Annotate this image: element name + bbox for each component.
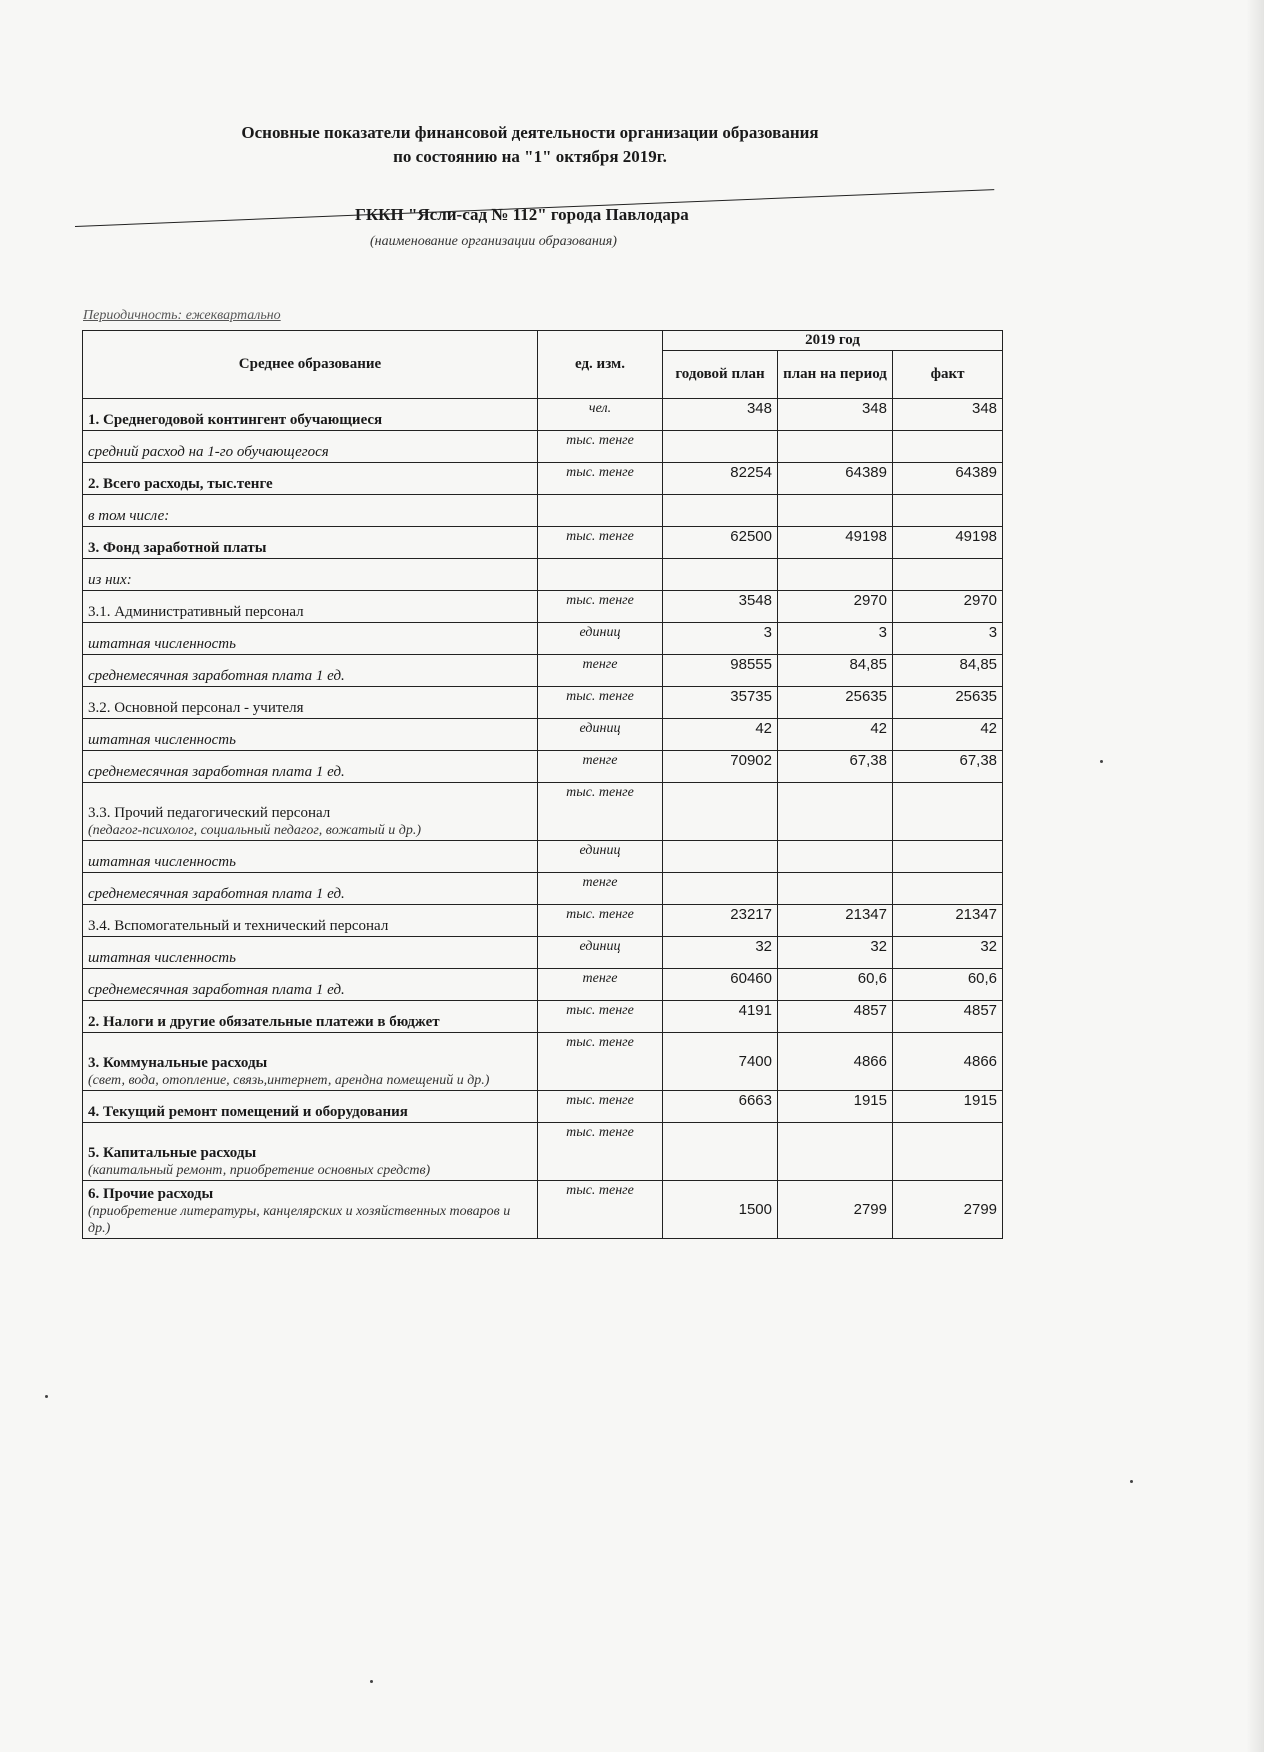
table-row — [83, 1001, 1003, 1033]
header-year: 2019 год — [663, 331, 1003, 351]
row-unit: чел. — [538, 399, 663, 431]
row-plan-period: 3 — [778, 623, 893, 655]
row-label-cell — [83, 1001, 538, 1033]
row-plan-year: 4191 — [663, 1001, 778, 1033]
row-label: среднемесячная заработная плата 1 ед. — [88, 764, 345, 780]
row-label-cell — [83, 527, 538, 559]
row-plan-period: 348 — [778, 399, 893, 431]
row-fact: 2799 — [893, 1181, 1003, 1239]
row-plan-period: 4857 — [778, 1001, 893, 1033]
organization-caption: (наименование организации образования) — [370, 234, 617, 249]
table-row — [83, 1181, 1003, 1239]
row-unit: тыс. тенге — [538, 527, 663, 559]
row-fact: 1915 — [893, 1091, 1003, 1123]
row-label-cell — [83, 783, 538, 841]
row-plan-period: 1915 — [778, 1091, 893, 1123]
row-plan-year — [663, 495, 778, 527]
row-plan-year: 42 — [663, 719, 778, 751]
row-label-cell — [83, 1033, 538, 1091]
row-label-cell — [83, 751, 538, 783]
row-plan-year — [663, 841, 778, 873]
row-plan-year — [663, 873, 778, 905]
table-header-row-1 — [83, 331, 1003, 351]
row-label: среднемесячная заработная плата 1 ед. — [88, 982, 345, 998]
row-plan-period: 2799 — [778, 1181, 893, 1239]
row-label: 3. Коммунальные расходы — [88, 1055, 268, 1071]
row-label: средний расход на 1-го обучающегося — [88, 444, 329, 460]
document-title-line1: Основные показатели финансовой деятельности организации образования — [241, 123, 819, 142]
row-label: штатная численность — [88, 950, 236, 966]
table-row — [83, 431, 1003, 463]
page-edge-shadow — [1246, 0, 1264, 1752]
row-label: 5. Капитальные расходы — [88, 1145, 257, 1161]
row-plan-year: 70902 — [663, 751, 778, 783]
header-section-name: Среднее образование — [83, 331, 538, 399]
row-label-cell — [83, 1091, 538, 1123]
header-unit: ед. изм. — [538, 331, 663, 399]
row-label: среднемесячная заработная плата 1 ед. — [88, 668, 345, 684]
row-plan-period — [778, 873, 893, 905]
row-fact: 4866 — [893, 1033, 1003, 1091]
row-plan-year: 6663 — [663, 1091, 778, 1123]
row-label: 1. Среднегодовой контингент обучающиеся — [88, 412, 383, 428]
row-unit: тыс. тенге — [538, 905, 663, 937]
row-unit: тыс. тенге — [538, 463, 663, 495]
row-plan-year: 23217 — [663, 905, 778, 937]
row-fact — [893, 783, 1003, 841]
row-label-cell — [83, 841, 538, 873]
row-plan-period: 64389 — [778, 463, 893, 495]
row-plan-year: 98555 — [663, 655, 778, 687]
row-unit: единиц — [538, 623, 663, 655]
row-label: 3.4. Вспомогательный и технический персонал — [88, 918, 389, 934]
table-row — [83, 841, 1003, 873]
table-row — [83, 1033, 1003, 1091]
row-unit: тенге — [538, 655, 663, 687]
row-plan-year — [663, 431, 778, 463]
row-label: в том числе: — [88, 508, 170, 524]
row-plan-period: 25635 — [778, 687, 893, 719]
table-row — [83, 751, 1003, 783]
row-unit: тыс. тенге — [538, 687, 663, 719]
row-fact: 67,38 — [893, 751, 1003, 783]
header-fact: факт — [893, 351, 1003, 399]
row-unit: тыс. тенге — [538, 591, 663, 623]
header-plan-period: план на период — [778, 351, 893, 399]
row-plan-period — [778, 841, 893, 873]
row-label-cell — [83, 719, 538, 751]
document-title-line2: по состоянию на "1" октября 2019г. — [393, 147, 667, 166]
row-unit: тыс. тенге — [538, 1181, 663, 1239]
row-unit: тыс. тенге — [538, 1091, 663, 1123]
table-row — [83, 687, 1003, 719]
row-plan-year: 35735 — [663, 687, 778, 719]
row-plan-period: 49198 — [778, 527, 893, 559]
row-fact: 25635 — [893, 687, 1003, 719]
row-plan-year — [663, 783, 778, 841]
table-row — [83, 399, 1003, 431]
row-plan-year: 1500 — [663, 1181, 778, 1239]
row-fact: 60,6 — [893, 969, 1003, 1001]
row-label-cell — [83, 655, 538, 687]
row-unit: тыс. тенге — [538, 783, 663, 841]
row-plan-year — [663, 559, 778, 591]
row-unit: тенге — [538, 969, 663, 1001]
row-plan-period: 67,38 — [778, 751, 893, 783]
table-row — [83, 1091, 1003, 1123]
row-fact: 348 — [893, 399, 1003, 431]
row-label-note: (приобретение литературы, канцелярских и хозяйственных товаров и др.) — [88, 1204, 511, 1236]
row-plan-period: 32 — [778, 937, 893, 969]
row-label-cell — [83, 495, 538, 527]
row-label-cell — [83, 399, 538, 431]
row-plan-period: 2970 — [778, 591, 893, 623]
row-plan-period: 21347 — [778, 905, 893, 937]
table-row — [83, 905, 1003, 937]
table-row — [83, 873, 1003, 905]
scan-speck — [1130, 1480, 1133, 1483]
row-plan-year — [663, 1123, 778, 1181]
row-label: 3. Фонд заработной платы — [88, 540, 267, 556]
row-unit: тыс. тенге — [538, 431, 663, 463]
row-label-note: (капитальный ремонт, приобретение основных средств) — [88, 1163, 431, 1178]
row-unit: единиц — [538, 841, 663, 873]
table-row — [83, 1123, 1003, 1181]
row-fact: 64389 — [893, 463, 1003, 495]
row-fact: 21347 — [893, 905, 1003, 937]
periodicity-label: Периодичность: ежеквартально — [83, 308, 281, 323]
row-label-cell — [83, 969, 538, 1001]
row-unit — [538, 495, 663, 527]
row-label-cell — [83, 591, 538, 623]
row-label-cell — [83, 431, 538, 463]
row-plan-period: 60,6 — [778, 969, 893, 1001]
table-row — [83, 623, 1003, 655]
row-plan-period — [778, 431, 893, 463]
row-unit — [538, 559, 663, 591]
row-label: штатная численность — [88, 732, 236, 748]
row-fact — [893, 495, 1003, 527]
row-label-cell — [83, 905, 538, 937]
table-row — [83, 719, 1003, 751]
row-label-note: (педагог-психолог, социальный педагог, вожатый и др.) — [88, 823, 422, 838]
row-unit: единиц — [538, 719, 663, 751]
row-label: штатная численность — [88, 854, 236, 870]
row-label-cell — [83, 623, 538, 655]
row-fact — [893, 1123, 1003, 1181]
row-label: 4. Текущий ремонт помещений и оборудования — [88, 1104, 408, 1120]
table-body — [83, 399, 1003, 1239]
row-label: среднемесячная заработная плата 1 ед. — [88, 886, 345, 902]
row-fact — [893, 841, 1003, 873]
row-unit: единиц — [538, 937, 663, 969]
row-label-note: (свет, вода, отопление, связь,интернет, арендна помещений и др.) — [88, 1073, 490, 1088]
table-row — [83, 969, 1003, 1001]
row-plan-period — [778, 495, 893, 527]
row-label-cell — [83, 463, 538, 495]
row-plan-year: 82254 — [663, 463, 778, 495]
row-fact: 84,85 — [893, 655, 1003, 687]
scan-speck — [1100, 760, 1103, 763]
scan-speck — [45, 1395, 48, 1398]
row-label-cell — [83, 1181, 538, 1239]
row-label: 6. Прочие расходы — [88, 1186, 214, 1202]
row-label-cell — [83, 1123, 538, 1181]
row-fact: 49198 — [893, 527, 1003, 559]
row-label: 3.3. Прочий педагогический персонал — [88, 805, 331, 821]
row-fact: 32 — [893, 937, 1003, 969]
row-unit: тенге — [538, 873, 663, 905]
row-unit: тыс. тенге — [538, 1001, 663, 1033]
row-label-cell — [83, 937, 538, 969]
row-plan-year: 348 — [663, 399, 778, 431]
row-label: 2. Всего расходы, тыс.тенге — [88, 476, 273, 492]
table-row — [83, 655, 1003, 687]
row-plan-period — [778, 559, 893, 591]
row-plan-period: 84,85 — [778, 655, 893, 687]
row-plan-period: 4866 — [778, 1033, 893, 1091]
row-plan-year: 32 — [663, 937, 778, 969]
row-fact: 3 — [893, 623, 1003, 655]
table-row — [83, 783, 1003, 841]
row-fact — [893, 873, 1003, 905]
row-plan-year: 3548 — [663, 591, 778, 623]
row-plan-period: 42 — [778, 719, 893, 751]
row-fact: 4857 — [893, 1001, 1003, 1033]
row-label-cell — [83, 687, 538, 719]
table-row — [83, 591, 1003, 623]
row-fact — [893, 559, 1003, 591]
table-row — [83, 527, 1003, 559]
header-plan-year: годовой план — [663, 351, 778, 399]
row-label: 3.2. Основной персонал - учителя — [88, 700, 304, 716]
row-plan-period — [778, 783, 893, 841]
row-label: штатная численность — [88, 636, 236, 652]
row-unit: тыс. тенге — [538, 1033, 663, 1091]
organization-name: ГККП "Ясли-сад № 112" города Павлодара — [355, 205, 689, 224]
financial-indicators-table — [82, 330, 1003, 1239]
row-label: из них: — [88, 572, 132, 588]
row-fact: 2970 — [893, 591, 1003, 623]
row-plan-period — [778, 1123, 893, 1181]
table-row — [83, 559, 1003, 591]
row-label-cell — [83, 873, 538, 905]
row-plan-year: 62500 — [663, 527, 778, 559]
table-row — [83, 937, 1003, 969]
row-plan-year: 3 — [663, 623, 778, 655]
row-label: 3.1. Административный персонал — [88, 604, 304, 620]
row-label-cell — [83, 559, 538, 591]
row-plan-year: 7400 — [663, 1033, 778, 1091]
table-row — [83, 495, 1003, 527]
scan-speck — [370, 1680, 373, 1683]
row-fact — [893, 431, 1003, 463]
row-label: 2. Налоги и другие обязательные платежи в бюджет — [88, 1014, 440, 1030]
row-unit: тенге — [538, 751, 663, 783]
row-unit: тыс. тенге — [538, 1123, 663, 1181]
row-fact: 42 — [893, 719, 1003, 751]
table-row — [83, 463, 1003, 495]
row-plan-year: 60460 — [663, 969, 778, 1001]
